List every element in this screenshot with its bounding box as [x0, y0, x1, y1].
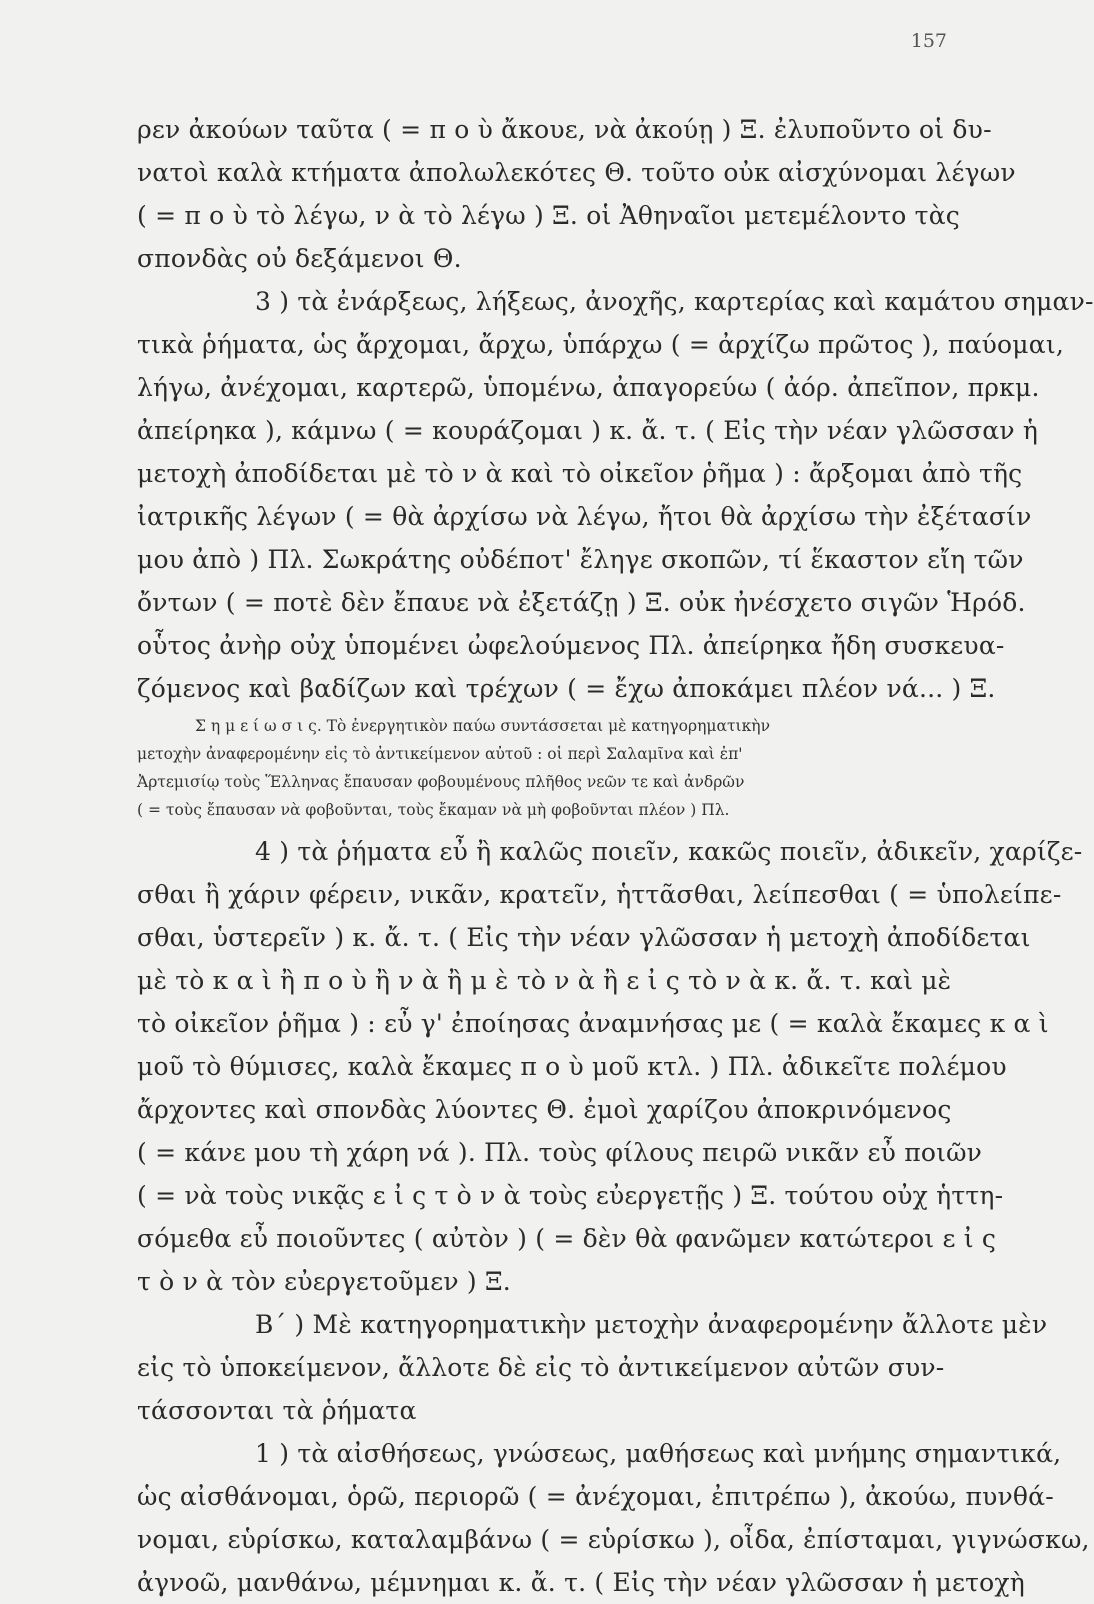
note-line: ( = τοὺς ἔπαυσαν νὰ φοβοῦνται, τοὺς ἔκαμαν νὰ μὴ φοβοῦνται πλέον ) Πλ.	[137, 801, 730, 819]
text-line: νατοὶ καλὰ κτήματα ἀπολωλεκότες Θ. τοῦτο οὐκ αἰσχύνομαι λέγων	[137, 158, 1016, 187]
text-line: τὸ οἰκεῖον ῥῆμα ) : εὖ γ' ἐποίησας ἀναμνήσας με ( = καλὰ ἔκαμες κ α ὶ	[137, 1009, 1049, 1038]
paragraph-continuation	[137, 108, 1016, 280]
text-line: σθαι ἢ χάριν φέρειν, νικᾶν, κρατεῖν, ἡττᾶσθαι, λείπεσθαι ( = ὑπολείπε-	[137, 880, 1062, 909]
text-line: μοῦ τὸ θύμισες, καλὰ ἔκαμες π ο ὺ μοῦ κτλ. ) Πλ. ἀδικεῖτε πολέμου	[137, 1052, 1007, 1081]
paragraph-section-1	[137, 1432, 1090, 1604]
text-line: σθαι, ὑστερεῖν ) κ. ἄ. τ. ( Εἰς τὴν νέαν γλῶσσαν ἡ μετοχὴ ἀποδίδεται	[137, 923, 1031, 952]
text-line: ἀπείρηκα ), κάμνω ( = κουράζομαι ) κ. ἄ. τ. ( Εἰς τὴν νέαν γλῶσσαν ἡ	[137, 416, 1039, 445]
text-line: ζόμενος καὶ βαδίζων καὶ τρέχων ( = ἔχω ἀποκάμει πλέον νά... ) Ξ.	[137, 674, 996, 703]
text-line: μου ἀπὸ ) Πλ. Σωκράτης οὐδέποτ' ἔληγε σκοπῶν, τί ἕκαστον εἴη τῶν	[137, 545, 1024, 574]
paragraph-section-3	[137, 280, 1094, 710]
text-line: τικὰ ῥήματα, ὡς ἄρχομαι, ἄρχω, ὑπάρχω ( = ἀρχίζω πρῶτος ), παύομαι,	[137, 330, 1064, 359]
text-line: ρεν ἀκούων ταῦτα ( = π ο ὺ ἄκουε, νὰ ἀκούῃ ) Ξ. ἐλυποῦντο οἱ δυ-	[137, 115, 992, 144]
text-line: εἰς τὸ ὑποκείμενον, ἄλλοτε δὲ εἰς τὸ ἀντικείμενον αὐτῶν συν-	[137, 1353, 945, 1382]
text-line: λήγω, ἀνέχομαι, καρτερῶ, ὑπομένω, ἀπαγορεύω ( ἀόρ. ἀπεῖπον, πρκμ.	[137, 373, 1040, 402]
text-line: μὲ τὸ κ α ὶ ἢ π ο ὺ ἢ ν ὰ ἢ μ ὲ τὸ ν ὰ ἢ ε ἰ ς τὸ ν ὰ κ. ἄ. τ. καὶ μὲ	[137, 966, 952, 995]
text-line: 3 ) τὰ ἐνάρξεως, λήξεως, ἀνοχῆς, καρτερίας καὶ καμάτου σημαν-	[255, 287, 1094, 316]
page-number: 157	[910, 30, 947, 52]
note-line: μετοχὴν ἀναφερομένην εἰς τὸ ἀντικείμενον αὐτοῦ : οἱ περὶ Σαλαμῖνα καὶ ἐπ'	[137, 745, 743, 763]
text-line: σόμεθα εὖ ποιοῦντες ( αὐτὸν ) ( = δὲν θὰ φανῶμεν κατώτεροι ε ἰ ς	[137, 1224, 997, 1253]
text-line: 1 ) τὰ αἰσθήσεως, γνώσεως, μαθήσεως καὶ μνήμης σημαντικά,	[255, 1439, 1062, 1468]
text-line: ἀγνοῶ, μανθάνω, μέμνημαι κ. ἄ. τ. ( Εἰς τὴν νέαν γλῶσσαν ἡ μετοχὴ	[137, 1568, 1025, 1597]
text-line: ἄρχοντες καὶ σπονδὰς λύοντες Θ. ἐμοὶ χαρίζου ἀποκρινόμενος	[137, 1095, 952, 1124]
note-section	[137, 712, 952, 824]
text-line: ὄντων ( = ποτὲ δὲν ἔπαυε νὰ ἐξετάζῃ ) Ξ. οὐκ ἠνέσχετο σιγῶν Ἡρόδ.	[137, 588, 1026, 617]
main-text	[137, 108, 1094, 1604]
text-line: ( = π ο ὺ τὸ λέγω, ν ὰ τὸ λέγω ) Ξ. οἱ Ἀθηναῖοι μετεμέλοντο τὰς	[137, 201, 961, 230]
note-line: Ἀρτεμισίῳ τοὺς Ἕλληνας ἔπαυσαν φοβουμένους πλῆθος νεῶν τε καὶ ἀνδρῶν	[137, 773, 745, 791]
text-line: ( = νὰ τοὺς νικᾷς ε ἰ ς τ ὸ ν ὰ τοὺς εὐεργετῇς ) Ξ. τούτου οὐχ ἡττη-	[137, 1181, 1004, 1210]
text-line: τάσσονται τὰ ῥήματα	[137, 1396, 417, 1425]
text-line: 4 ) τὰ ῥήματα εὖ ἢ καλῶς ποιεῖν, κακῶς ποιεῖν, ἀδικεῖν, χαρίζε-	[255, 837, 1083, 866]
text-line: σπονδὰς οὐ δεξάμενοι Θ.	[137, 244, 462, 273]
text-line: ἰατρικῆς λέγων ( = θὰ ἀρχίσω νὰ λέγω, ἤτοι θὰ ἀρχίσω τὴν ἐξέτασίν	[137, 502, 1032, 531]
text-line: ( = κάνε μου τὴ χάρη νά ). Πλ. τοὺς φίλους πειρῶ νικᾶν εὖ ποιῶν	[137, 1138, 983, 1167]
text-line: οὗτος ἀνὴρ οὐχ ὑπομένει ὠφελούμενος Πλ. ἀπείρηκα ἤδη συσκευα-	[137, 631, 1005, 660]
text-line: μετοχὴ ἀποδίδεται μὲ τὸ ν ὰ καὶ τὸ οἰκεῖον ῥῆμα ) : ἄρξομαι ἀπὸ τῆς	[137, 459, 1023, 488]
paragraph-section-b	[137, 1303, 1048, 1432]
text-line: Β΄ ) Μὲ κατηγορηματικὴν μετοχὴν ἀναφερομένην ἄλλοτε μὲν	[255, 1310, 1048, 1339]
paragraph-section-4	[137, 830, 1083, 1303]
note-line: Σ η μ ε ί ω σ ι ς. Τὸ ἐνεργητικὸν παύω συντάσσεται μὲ κατηγορηματικὴν	[195, 717, 770, 735]
text-line: ὡς αἰσθάνομαι, ὁρῶ, περιορῶ ( = ἀνέχομαι, ἐπιτρέπω ), ἀκούω, πυνθά-	[137, 1482, 1054, 1511]
text-line: τ ὸ ν ὰ τὸν εὐεργετοῦμεν ) Ξ.	[137, 1267, 511, 1296]
text-line: νομαι, εὑρίσκω, καταλαμβάνω ( = εὑρίσκω ), οἶδα, ἐπίσταμαι, γιγνώσκω,	[137, 1525, 1090, 1554]
